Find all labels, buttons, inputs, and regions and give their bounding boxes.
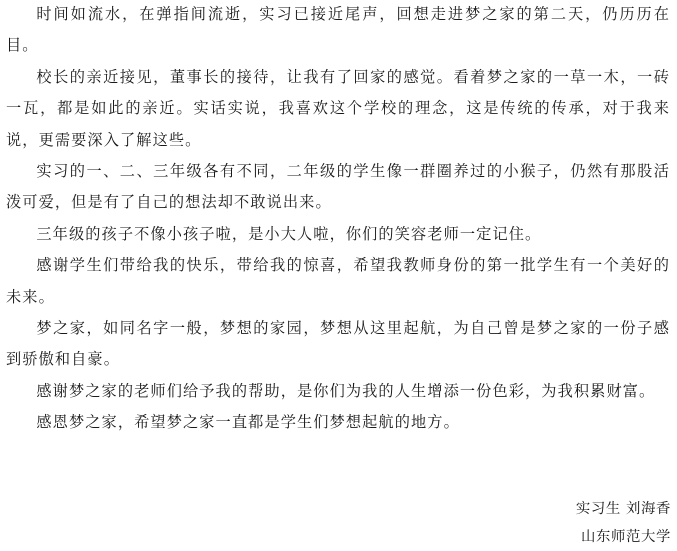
paragraph-4: 三年级的孩子不像小孩子啦，是小大人啦，你们的笑容老师一定记住。: [36, 224, 542, 243]
signature-block: [576, 495, 671, 551]
paragraph-1: 时间如流水，在弹指间流逝，实习已接近尾声，回想走进梦之家的第二天，仍历历在目。: [6, 5, 670, 55]
paragraph-8: 感恩梦之家，希望梦之家一直都是学生们梦想起航的地方。: [36, 413, 460, 432]
paragraph-2: 校长的亲近接见，董事长的接待，让我有了回家的感觉。看着梦之家的一草一木，一砖一瓦，都是如此的亲近。实话实说，我喜欢这个学校的理念，这是传统的传承，对于我来说，更需要深入了解这些。: [6, 67, 670, 149]
document-body: [6, 0, 670, 439]
signature-school: 山东师范大学: [581, 529, 671, 545]
paragraph-7: 感谢梦之家的老师们给予我的帮助，是你们为我的人生增添一份色彩，为我积累财富。: [36, 381, 656, 400]
paragraph-5: 感谢学生们带给我的快乐，带给我的惊喜，希望我教师身份的第一批学生有一个美好的未来。: [6, 256, 670, 306]
paragraph-6: 梦之家，如同名字一般，梦想的家园，梦想从这里起航，为自己曾是梦之家的一份子感到骄傲和自豪。: [6, 319, 670, 369]
paragraph-3: 实习的一、二、三年级各有不同，二年级的学生像一群圈养过的小猴子，仍然有那股活泼可爱，但是有了自己的想法却不敢说出来。: [6, 162, 670, 212]
signature-author: 实习生 刘海香: [575, 501, 671, 517]
